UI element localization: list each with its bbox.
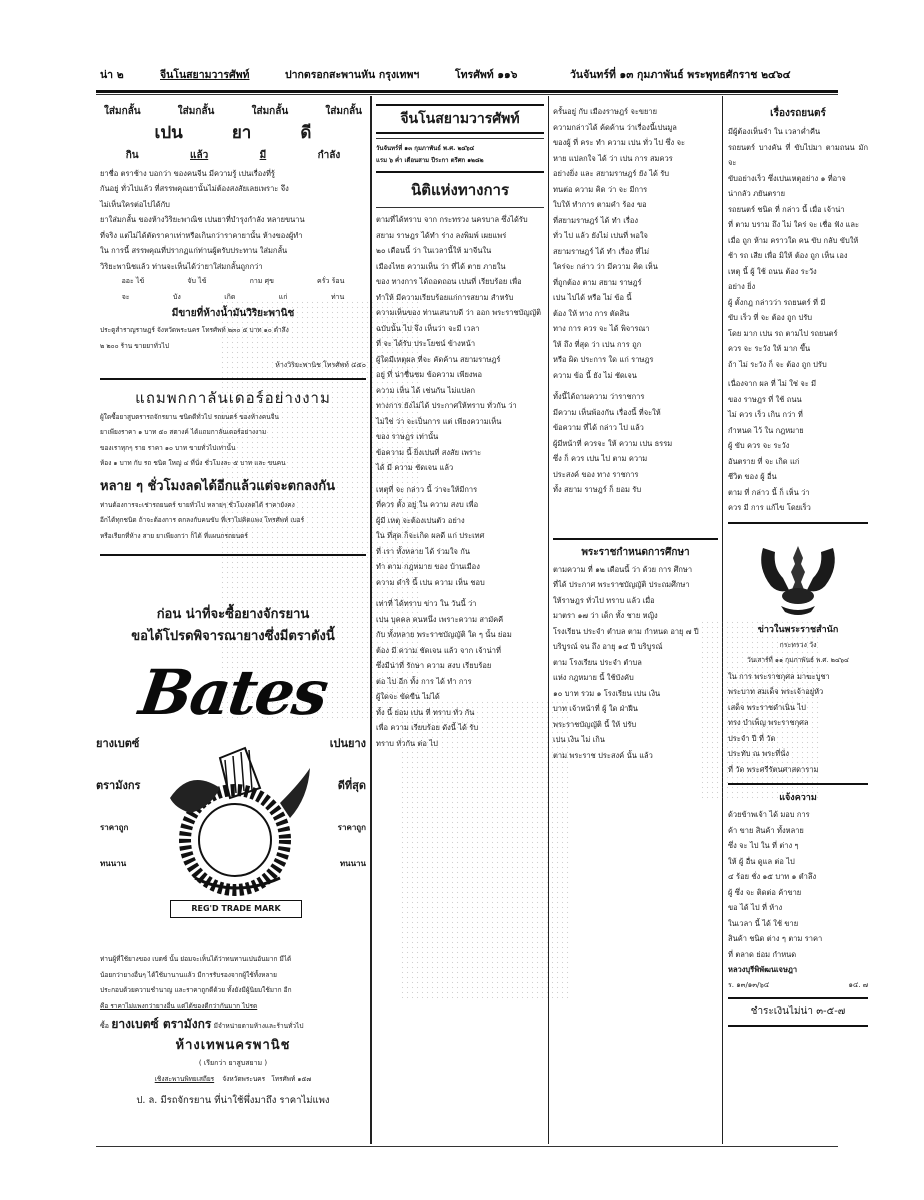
article-line: ใคร่จะ กล่าว ว่า มีความ คิด เห็น bbox=[553, 262, 658, 271]
product-availability: มีจำหน่ายตามห้างและร้านทั่วไป bbox=[213, 1022, 304, 1030]
ad-seller-line: ๒ ๒๐๐ ร้าน ขายยาทั่วไป bbox=[100, 341, 169, 350]
article-line: อันตราย ที่ จะ เกิด แก่ bbox=[728, 456, 800, 466]
ad-top-words bbox=[100, 104, 366, 120]
article-line: ตาม โรงเรียน ประจำ ตำบล bbox=[553, 657, 642, 667]
article-line: ทราบ ทั่วกัน ต่อ ไป bbox=[376, 738, 438, 748]
article-line: ตาม ที่ กล่าว นี้ ก็ เห็น ว่า bbox=[728, 487, 810, 497]
article-line: ให้ราษฎร ทั่วไป ทราบ แล้ว เมื่อ bbox=[553, 595, 655, 605]
ad-word: ใส่มกลั้น bbox=[325, 106, 362, 117]
ad-text-line: คือ ราคาไม่แพงกว่ายางอื่น แต่ได้ของดีกว่ากันมาก ไปรด bbox=[100, 1001, 258, 1010]
article-line: แห่ง กฎหมาย นี้ ใช้บังคับ bbox=[553, 673, 634, 682]
ad-headline-word: ดี bbox=[300, 122, 312, 143]
article-line: ซึ่งมีน่าที่ รักษา ความ สงบ เรียบร้อย bbox=[376, 661, 492, 670]
article-line: ผู้มีหน้าที่ ควรจะ ให้ ความ เปน ธรรม bbox=[553, 438, 673, 448]
paper-date: วันจันทร์ที่ ๑๓ กุมภาพันธ์ พระพุทธศักราช ๒๔๖๔ bbox=[570, 69, 791, 81]
symptom: ครั่ว ร้อน bbox=[317, 277, 345, 285]
ad-text-line: วิริยะพานิชแล้ว ท่านจะเห็นได้ว่ายาใส่มกลั้นถูกกว่า bbox=[100, 261, 263, 271]
article-line: น่ากลัว ภยันตราย bbox=[728, 189, 786, 198]
article-title: เรื่องรถยนตร์ bbox=[770, 108, 826, 119]
paper-phone: โทรศัพท์ ๑๑๖ bbox=[455, 69, 518, 81]
article-line: อย่างยิ่ง และ สยามราษฎร์ ยัง ได้ รับ bbox=[553, 169, 670, 178]
page-label: น่า ๒ bbox=[100, 69, 124, 81]
article-line: เท่าที่ ได้ทราบ ข่าว ใน วันนี้ ว่า bbox=[376, 599, 477, 608]
article-line: ใน การ พระราชกุศล มาฆะบูชา bbox=[728, 671, 830, 681]
dealer-phone: โทรศัพท์ ๑๕๗ bbox=[271, 1074, 312, 1083]
ad-subline-word: กำลัง bbox=[317, 149, 341, 161]
article-line: ทาง การ ควร จะ ได้ พิจารณา bbox=[553, 324, 650, 333]
symptom: เกิด bbox=[224, 292, 236, 301]
article-line: ครั้นอยู่ กับ เมืองราษฎร์ จะขยาย bbox=[553, 107, 657, 116]
article-line: ที่ถูกต้อง ตาม สยาม ราษฎร์ bbox=[553, 277, 642, 287]
article-line: เมื่อ ถูก ห้าม คราวใด คน ขับ กลับ ขับให้ bbox=[728, 235, 859, 245]
paper-title-box bbox=[376, 104, 544, 134]
ad-subline-word: แล้ว bbox=[190, 149, 209, 161]
tire-ad-illustration-area bbox=[96, 728, 366, 948]
rule bbox=[376, 207, 544, 208]
article-line: เหตุที่ จะ กล่าว นี้ ว่าจะให้มีการ bbox=[376, 484, 478, 494]
ad-headline-word: ยา bbox=[231, 122, 252, 143]
tire-label: ทนนาน bbox=[339, 859, 366, 868]
calendar-ad-headline: แถมพกกาลันเดอร์อย่างงาม bbox=[135, 388, 331, 407]
medicine-ad bbox=[100, 104, 366, 374]
notice-line: ในเวลา นี้ ได้ ใช้ ขาย bbox=[728, 918, 799, 928]
ad-word: ใส่มกลั้น bbox=[177, 106, 215, 117]
tire-label: ดีที่สุด bbox=[337, 779, 366, 792]
article-line: มีผู้ต้องเห็นจำ ใน เวลาค่ำคืน bbox=[728, 127, 821, 136]
notice-line: สินค้า ชนิด ต่าง ๆ ตาม ราคา bbox=[728, 934, 823, 943]
article-line: ถ้า ไม่ ระวัง ก็ จะ ต้อง ถูก ปรับ bbox=[728, 359, 827, 369]
article-line: บริบูรณ์ จน ถึง อายุ ๑๔ ปี บริบูรณ์ bbox=[553, 642, 663, 651]
tire-ad-headline-2: ขอได้โปรดพิจารณายางซึ่งมีตราดังนี้ bbox=[131, 629, 335, 644]
issue-date: วันจันทร์ที่ ๑๓ กุมภาพันธ์ พ.ศ. ๒๔๖๔ bbox=[376, 145, 475, 152]
article-line: โรงเรียน ประจำ ตำบล ตาม กำหนด อายุ ๗ ปี bbox=[553, 626, 699, 636]
section-rule bbox=[728, 783, 868, 785]
article-line: ควร จะ ระวัง ให้ มาก ขึ้น bbox=[728, 344, 811, 353]
article-line: ต้อง ให้ ทาง การ ตัดสิน bbox=[553, 308, 630, 318]
notice-line: ๔ ร้อย ชั่ง ๑๕ บาท ๑ ตำลึง bbox=[728, 872, 817, 881]
article-line: กับ ทั้งหลาย พระราชบัญญัติ ใด ๆ นั้น ย่อม bbox=[376, 630, 512, 639]
article-line: อยู่ ที่ น่าชื่นชม ข้อความ เพียงพอ bbox=[376, 370, 482, 379]
ad-footer: ห้างวิริยะพานิช โทรศัพท์ ๔๕๐ bbox=[275, 361, 366, 369]
ad-text-line: อีกได้ทุกชนิด ถ้าจะต้องการ ตกลงกับคนขับ ที่เราไม่คิดแพง โทรศัพท์ เบอร์ bbox=[100, 516, 305, 524]
ad-text-line: ยาเพียงราคา ๑ บาท ๕๐ สตางค์ ได้แถมกาลันเดอร์อย่างงาม bbox=[100, 428, 267, 436]
calendar-ad bbox=[100, 386, 366, 472]
article-line: ต่อ ไป อีก ทั้ง การ ได้ ทำ การ bbox=[376, 676, 472, 686]
tire-label: เปนยาง bbox=[329, 737, 366, 750]
article-line: ใบให้ ทำการ ตามคำ ร้อง ขอ bbox=[553, 200, 647, 209]
ad-subline-word: กิน bbox=[125, 149, 139, 161]
article-line: เปน เงิน ไม่ เกิน bbox=[553, 735, 605, 744]
ad-text-line: ผู้ใดซื้อยาสูบตรารถจักรยาน ชนิดดีทั่วไป รถยนตร์ ของห้างคนจีน bbox=[100, 412, 279, 421]
symptom: จับ ไข้ bbox=[187, 277, 207, 285]
article-line: ประสงค์ ของ ทาง ราชการ bbox=[553, 469, 639, 479]
ad-text-line: ห้อง ๑ บาท กับ รถ ชนิด ใหญ่ ๔ ที่นั่ง ชั่วโมงละ ๕ บาท และ ขนคน bbox=[100, 459, 286, 467]
article-line: ตามความ ที่ ๑๒ เดือนนี้ ว่า ด้วย การ ศึกษา bbox=[553, 564, 693, 574]
article-line: กำหนด ไว้ ใน กฎหมาย bbox=[728, 425, 804, 435]
symptom: บัง bbox=[172, 292, 181, 301]
notice-line: ที่ ตลาด ย่อม กำหนด bbox=[728, 949, 797, 959]
article-line: ของผู้ ที่ คระ ทำ ความ เปน ทั่ว ไป ซึ่ง จะ bbox=[553, 138, 686, 147]
article-line: ผู้ใดจะ ขัดขืน ไม่ได้ bbox=[376, 692, 440, 701]
article-line: ความเห็นของ ท่านเสนาบดี ว่า ออก พระราชบัญญัติ bbox=[376, 308, 541, 317]
article-line: ข้อความ ที่ได้ กล่าว ไป แล้ว bbox=[553, 423, 644, 432]
ad-word: ใส่มกลั้น bbox=[104, 106, 141, 117]
ad-seller-address: ประตูสำราญราษฎร์ จังหวัดพระนคร โทรศัพท์ ๒๓๐ ๕ บาท ๑๐ ตำลึง bbox=[100, 326, 289, 334]
article-line: ควร มี การ แก้ไข โดยเร็ว bbox=[728, 503, 811, 512]
page-bottom-rule bbox=[96, 1146, 838, 1147]
bates-brand-logo: Bates bbox=[135, 656, 331, 729]
article-line: เหตุ นี้ ผู้ ใช้ ถนน ต้อง ระวัง bbox=[728, 266, 817, 276]
dealer-contact bbox=[100, 1072, 366, 1088]
article-line: ตามที่ได้ทราบ จาก กระทรวง นครบาล ซึ่งได้รับ bbox=[376, 215, 528, 224]
article-line: ทำให้ มีความเรียบร้อยแก่การสยาม สำหรับ bbox=[376, 292, 514, 302]
notice-line: ขอ ได้ ไป ที่ ห้าง bbox=[728, 903, 783, 912]
rule bbox=[376, 171, 544, 173]
ad-text-line: ประกอบด้วยความชำนาญ และราคาถูกดีด้วย ทั้งยังมีผู้นิยมใช้มาก อีก bbox=[100, 986, 292, 994]
ad-symptoms-row bbox=[100, 274, 366, 290]
article-line: รถยนตร์ บางคัน ที่ ขับไปมา ตามถนน มักจะ bbox=[728, 142, 868, 167]
notice-line: ด้วยข้าพเจ้า ได้ มอบ การ bbox=[728, 810, 810, 819]
column-divider bbox=[370, 96, 372, 1144]
article-line: หาย แปลกใจ ได้ ว่า เปน การ สมควร bbox=[553, 153, 673, 163]
article-line: ทำ ตาม กฎหมาย ของ บ้านเมือง bbox=[376, 562, 480, 571]
symptom: กาม ศุข bbox=[249, 277, 274, 285]
middle-column bbox=[376, 104, 544, 751]
section-rule bbox=[728, 997, 868, 999]
notice-line: ผู้ ซึ่ง จะ ติดต่อ ค้าขาย bbox=[728, 887, 802, 897]
article-line: ที่สยามราษฎร์ ได้ ทำ เรื่อง bbox=[553, 215, 639, 225]
section-rule bbox=[553, 538, 718, 540]
article-line: ได้ มี ความ ชัดเจน แล้ว bbox=[376, 463, 454, 472]
notice-page: ๑๔. ๗ bbox=[848, 980, 868, 989]
section-rule bbox=[728, 1025, 868, 1027]
article-line: เสด็จ พระราชดำเนิน ไป bbox=[728, 702, 806, 712]
ad-seller: มีขายที่ห้างน้ำมันวิริยะพานิช bbox=[171, 308, 295, 319]
article-line: เปน บุคคล คนหนึ่ง เพราะความ สามัคคี bbox=[376, 614, 504, 624]
article-line: อย่าง ยิ่ง bbox=[728, 282, 756, 291]
article-line: ช้า รถ เสีย เพื่อ มิให้ ต้อง ถูก เห็น เอง bbox=[728, 251, 848, 260]
article-line: ทรง บำเพ็ญ พระราชกุศล bbox=[728, 718, 809, 727]
ad-word: ใส่มกลั้น bbox=[251, 106, 289, 117]
article-line: ต้อง มี ความ ชัดเจน แล้ว จาก เจ้าน่าที่ bbox=[376, 645, 501, 655]
article-line: เพื่อ ความ เรียบร้อย ดังนี้ ได้ รับ bbox=[376, 723, 479, 732]
article-line: มีความ เห็นพ้องกัน เรื่องนี้ ที่จะให้ bbox=[553, 407, 661, 417]
royal-news-date: วันเสาร์ที่ ๑๑ กุมภาพันธ์ พ.ศ. ๒๔๖๔ bbox=[747, 656, 849, 664]
section-rule bbox=[100, 378, 366, 380]
article-line: ผู้ ขับ ควร จะ ระวัง bbox=[728, 441, 790, 450]
article-line: รถยนตร์ ชนิด ที่ กล่าว นี้ เมื่อ เจ้าน่า bbox=[728, 204, 845, 214]
ad-text-line: น้อยกว่ายางอื่นๆ ได้ใช้มานานแล้ว มีการรับรองจากผู้ใช้ทั้งหลาย bbox=[100, 970, 277, 979]
article-line: ขับ เร็ว ที่ จะ ต้อง ถูก ปรับ bbox=[728, 313, 813, 322]
article-line: ไม่ ควร เร็ว เกิน กว่า ที่ bbox=[728, 410, 803, 419]
article-line: ประจำ ปี ที่ วัด bbox=[728, 733, 776, 743]
article-line: บาท เจ้าหน้าที่ ผู้ ใด ฝ่าฝืน bbox=[553, 704, 638, 713]
paper-address: ปากตรอกสะพานหัน กรุงเทพฯ bbox=[285, 69, 420, 81]
article-line: ผู้ ตั้งกฎ กล่าวว่า รถยนตร์ ที่ มี bbox=[728, 297, 826, 307]
masthead-rule-thin bbox=[96, 94, 838, 95]
article-line: ที่ เรา ทั้งหลาย ได้ ร่วมใจ กัน bbox=[376, 546, 470, 556]
notice-signature: หลวงบุรีพิพัฒนเจษฎา bbox=[728, 965, 798, 974]
article-line: ประทับ ณ พระที่นั่ง bbox=[728, 749, 789, 758]
article-line: ขับอย่างเร็ว ซึ่งเปนเหตุอย่าง ๑ ที่อาจ bbox=[728, 173, 846, 183]
section-rule bbox=[728, 522, 868, 524]
article-line: ซึ่ง ก็ ควร เปน ไป ตาม ความ bbox=[553, 454, 648, 463]
bates-tire-ad bbox=[96, 604, 366, 1111]
article-line: ผู้ใดมีเหตุผล ที่จะ คัดค้าน สยามราษฎร์ bbox=[376, 354, 501, 364]
ad-text-line: ที่จริง แต่ไม่ได้ตัดราคาเท่าหรือเกินกว่าราคายานั้น ห้างของผู้ทำ bbox=[100, 230, 303, 240]
article-line: ความกล่าวได้ ค้ดค้าน ว่าเรื่องนี้เปนมูล bbox=[553, 122, 677, 132]
ad-text-line: ใน การนี้ สรรพคุณที่ปรากฏแก่ท่านผู้ตรับประทาน ใส่มกลั้น bbox=[100, 246, 288, 255]
notice-title: แจ้งความ bbox=[779, 793, 817, 803]
article-line: ฉบับนั้น ไป จึง เห็นว่า จะมี เวลา bbox=[376, 323, 480, 333]
column-divider bbox=[548, 96, 549, 1144]
article-line: ทั้งนี้ได้ถามความ ว่าราชการ bbox=[553, 392, 645, 401]
article-line: ชีวิต ของ ผู้ อื่น bbox=[728, 472, 777, 481]
tire-ad-headline-1: ก่อน น่าที่จะซื้อยางจักรยาน bbox=[156, 607, 310, 622]
article-line: ทั่ว ไป แล้ว ยังไม่ เปนที่ พอใจ bbox=[553, 231, 648, 240]
ad-text-line: ของเราทุกๆ ราย ราคา ๑๐ บาท ขายทั่วไปเท่านั้น bbox=[100, 443, 236, 452]
article-line: ใน ที่สุด ก็จะเกิด ผลดี แก่ ประเทศ bbox=[376, 531, 485, 540]
ad-subline bbox=[100, 146, 366, 166]
ad-text-line: ท่านผู้ที่ใช้ยางของ เบตซ์ นั้น ย่อมจะเห็นได้ว่าทนทานเปนอันมาก มีได้ bbox=[100, 955, 292, 963]
masthead bbox=[100, 60, 840, 88]
article-line: สยามราษฎร์ ได้ ทำ เรื่อง ที่ไม่ bbox=[553, 246, 650, 256]
product-name: ยางเบตซ์ ตรามังกร bbox=[111, 1017, 212, 1031]
symptom: แก่ bbox=[278, 292, 288, 301]
article-line: ของ ราษฎร เท่านั้น bbox=[376, 432, 439, 441]
notice-ref: ร. ๑๓/๑๓/๖๔ bbox=[728, 980, 770, 989]
left-column bbox=[96, 104, 366, 1111]
tire-label: ทนนาน bbox=[100, 859, 127, 868]
right-column bbox=[728, 104, 868, 1031]
symptom: ออะ ไข้ bbox=[121, 277, 145, 285]
section-rule bbox=[100, 554, 366, 556]
article-line: มาตรา ๑๗ ว่า เด็ก ทั้ง ชาย หญิง bbox=[553, 611, 658, 620]
hourly-rental-ad bbox=[100, 476, 366, 545]
trademark-label: REG'D TRADE MARK bbox=[170, 900, 302, 918]
ad-subline-word: มี bbox=[259, 149, 267, 161]
article-line: ความ เห็น ได้ เช่นกัน ไม่แปลก bbox=[376, 385, 476, 395]
right-middle-column bbox=[553, 104, 718, 763]
article-line: ทั้ง นี้ ย่อม เปน ที่ ทราบ ทั่ว กัน bbox=[376, 707, 475, 717]
tire-label: ยางเบตซ์ bbox=[96, 737, 140, 750]
ad-text-line: หรือเรียกที่ห้าง สาย ยาเพียงกว่า ก็ได้ ที่แผนกรถยนตร์ bbox=[100, 531, 248, 540]
rule bbox=[376, 138, 544, 139]
section-title: พระราชกำหนดการศึกษา bbox=[581, 546, 690, 558]
ad-text-line: ท่านต้องการจะเช่ารถยนตร์ ขายทั่วไป หลายๆ ชั่วโมงลดได้ ราคายังคง bbox=[100, 500, 295, 509]
pricing-line: ชำระเงินไม่น่า ๓-๕-๗ bbox=[750, 1006, 846, 1017]
article-line: ความ ดำริ นี้ เปน ความ เห็น ชอบ bbox=[376, 577, 485, 587]
article-line: ที่ วัด พระศรีรัตนศาสดาราม bbox=[728, 764, 819, 774]
article-line: เนื่องจาก ผล ที่ ไม่ ใช่ จะ มี bbox=[728, 379, 817, 388]
column-divider bbox=[722, 96, 723, 1144]
article-line: ที่ ตาม บราม ถึง ไม่ ใคร่ จะ เชื่อ ฟัง และ bbox=[728, 220, 860, 229]
article-line: ๒๐ เดือนนี้ ว่า ในเวลานี้ให้ มาจีนใน bbox=[376, 246, 492, 255]
tire-ad-footer: ป. ล. มีรถจักรยาน ที่น่าใช้พึ่งมาถึง ราคาไม่แพง bbox=[136, 1095, 330, 1106]
symptom: จะ bbox=[121, 292, 130, 301]
ad-symptoms-row bbox=[100, 290, 366, 306]
article-line: เปน ไปได้ หรือ ไม่ ข้อ นี้ bbox=[553, 293, 632, 302]
article-line: พระราชบัญญัติ นี้ ให้ ปรับ bbox=[553, 719, 637, 729]
article-line: เมืองไทย ความเห็น ว่า ที่ได้ ตาย ภายใน bbox=[376, 261, 506, 271]
article-line: ตาม พระราช ประสงค์ นั้น แล้ว bbox=[553, 750, 653, 760]
article-line: ที่ จะ ได้รับ ประโยชน์ ข้างหน้า bbox=[376, 339, 476, 348]
article-line: ที่ได้ ประกาศ พระราชบัญญัติ ประถมศึกษา bbox=[553, 580, 690, 589]
article-line: โดย มาก เปน รถ ตามไป รถยนตร์ bbox=[728, 328, 838, 338]
tire-label: ราคาถูก bbox=[337, 823, 366, 832]
article-line: ความ ข้อ นี้ ยัง ไม่ ชัดเจน bbox=[553, 370, 637, 380]
paper-title: จีนโนสยามวารศัพท์ bbox=[400, 111, 520, 127]
article-line: ที่ควร ตั้ง อยู่ ใน ความ สงบ เพื่อ bbox=[376, 500, 479, 509]
article-line: สยาม ราษฎร ได้ทำ ร่าง ลงพิมพ์ เผยแพร่ bbox=[376, 230, 507, 240]
ad-headline bbox=[100, 120, 366, 146]
article-line: ไม่ใช่ ว่า จะเป็นการ แต่ เพียงความเห็น bbox=[376, 416, 502, 426]
notice-line: ให้ ผู้ อื่น ดูแล ต่อ ไป bbox=[728, 856, 795, 866]
article-line: ของ ราษฎร ที่ ใช้ ถนน bbox=[728, 394, 802, 404]
royal-news-title: ข่าวในพระราชสำนัก bbox=[757, 624, 839, 635]
garuda-emblem-icon bbox=[753, 538, 843, 618]
tire-product-line bbox=[100, 1014, 366, 1036]
article-line: ทางการ ยังไม่ได้ ประกาศให้ทราบ ทั่วกัน ว่า bbox=[376, 401, 517, 410]
article-line: ผู้มี เหตุ จะต้องเปนตัว อย่าง bbox=[376, 515, 465, 525]
dealer-subtitle: ( เรียกว่า ยาสูบสยาม ) bbox=[198, 1059, 268, 1067]
prefix-text: ซื้อ bbox=[100, 1022, 109, 1030]
notice-line: ซึ่ง จะ ไป ใน ที่ ต่าง ๆ bbox=[728, 841, 799, 850]
article-line: ให้ ถึง ที่สุด ว่า เปน การ ถูก bbox=[553, 339, 642, 349]
paper-name: จีนโนสยามวารศัพท์ bbox=[160, 69, 250, 81]
tire-label: ตรามังกร bbox=[96, 779, 141, 792]
article-line: ของ ทางการ ได้ถอดถอน เปนที่ เรียบร้อย เพื่อ bbox=[376, 277, 522, 286]
article-line: หรือ ผิด ประการ ใด แก่ ราษฎร bbox=[553, 355, 654, 364]
ad-text-line: ยาชื่อ ตราช้าง บอกว่า ของคนจีน มีความรู้ เปนเรื่องที่รู้ bbox=[100, 168, 275, 178]
masthead-rule bbox=[96, 90, 838, 93]
dealer-province: จังหวัดพระนคร bbox=[222, 1074, 266, 1083]
dealer-address: เชิงสะพานพิทยเสถียร bbox=[154, 1074, 215, 1083]
article-line: ๑๐ บาท รวม ๑ โรงเรียน เปน เงิน bbox=[553, 688, 661, 698]
article-line: ทนต่อ ความ คิด ว่า จะ มีการ bbox=[553, 184, 648, 194]
dragon-tire-illustration bbox=[150, 728, 320, 898]
article-line: พระบาท สมเด็จ พระเจ้าอยู่หัว bbox=[728, 687, 824, 696]
rental-ad-headline: หลาย ๆ ชั่วโมงลดได้อีกแล้วแต่จะตกลงกัน bbox=[100, 478, 336, 494]
royal-news-subtitle: กระทรวง วัง bbox=[779, 640, 817, 649]
tire-label: ราคาถูก bbox=[100, 823, 129, 832]
lunar-date: แรม ๖ ค่ำ เดือนสาม ปีระกา ตรีศก ๑๒๘๒ bbox=[376, 157, 484, 164]
notice-ref-row bbox=[728, 978, 868, 994]
ad-text-line: กันอยู่ ทั่วไปแล้ว ที่สรรพคุณยานั้นไม่ต้องสงสัยเลยเพราะ จึง bbox=[100, 184, 289, 193]
ad-text-line: ยาใส่มกลั้น ของห้างวิริยะพาณิช เปนยาที่บำรุงกำลัง หลายขนาน bbox=[100, 215, 305, 224]
article-line: ข้อความ นี้ ยิ่งเปนที่ สงสัย เพราะ bbox=[376, 447, 482, 457]
ad-headline-word: เปน bbox=[154, 122, 183, 143]
notice-line: ค้า ขาย สินค้า ทั้งหลาย bbox=[728, 825, 804, 835]
dealer-name: ห้างเทพนครพานิช bbox=[175, 1038, 291, 1053]
ad-text-line: ไม่เห็นใครต่อไปได้กับ bbox=[100, 199, 170, 209]
symptom: ท่าน bbox=[330, 292, 345, 301]
section-title: นิติแห่งทางการ bbox=[410, 181, 510, 199]
article-line: ทั้ง สยาม ราษฎร์ ก็ ยอม รับ bbox=[553, 485, 642, 494]
